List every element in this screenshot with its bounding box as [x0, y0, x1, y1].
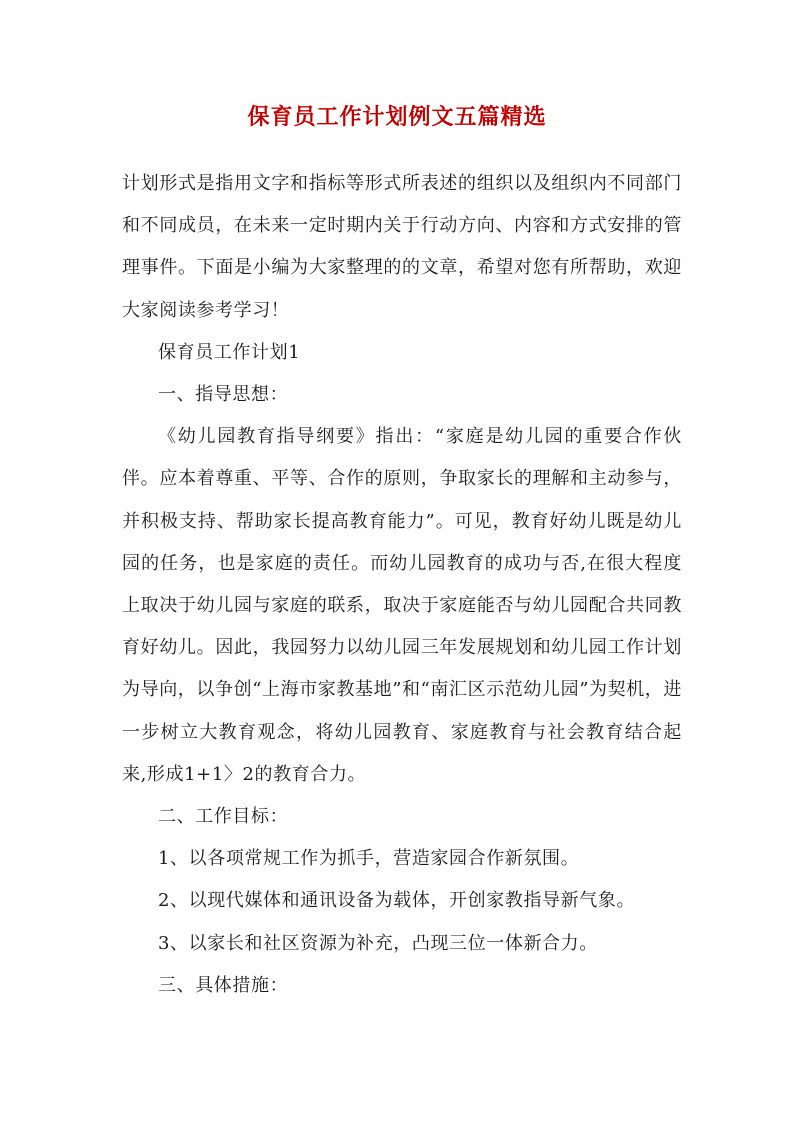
document-title: 保育员工作计划例文五篇精选 [247, 104, 547, 130]
goal-item-1: 1、以各项常规工作为抓手，营造家园合作新氛围。 [158, 848, 580, 870]
section-heading-guiding-ideology: 一、指导思想： [158, 384, 289, 406]
section-heading-plan-1: 保育员工作计划1 [158, 341, 301, 363]
guiding-ideology-paragraph: 《幼儿园教育指导纲要》指出：“家庭是幼儿园的重要合作伙伴。应本着尊重、平等、合作的原则，争取家长的理解和主动参与，并积极支持、帮助家长提高教育能力”。可见，教育好幼儿既是幼儿园的任务，也是家庭的责任。而幼儿园教育的成功与否,在很大程度上取决于幼儿园与家庭的联系，取决于家庭能否与幼儿园配合共同教育好幼儿。因此，我园努力以幼儿园三年发展规划和幼儿园工作计划为导向，以争创“上海市家教基地”和“南汇区示范幼儿园”为契机，进一步树立大教育观念，将幼儿园教育、家庭教育与社会教育结合起来,形成1+1〉2的教育合力。 [122, 426, 683, 785]
section-heading-specific-measures: 三、具体措施： [158, 974, 289, 996]
intro-paragraph: 计划形式是指用文字和指标等形式所表述的组织以及组织内不同部门和不同成员，在未来一定时期内关于行动方向、内容和方式安排的管理事件。下面是小编为大家整理的的文章，希望对您有所帮助，欢迎大家阅读参考学习！ [122, 173, 682, 321]
section-heading-work-goals: 二、工作目标： [158, 806, 289, 828]
goal-item-2: 2、以现代媒体和通讯设备为载体，开创家教指导新气象。 [158, 890, 636, 912]
goal-item-3: 3、以家长和社区资源为补充，凸现三位一体新合力。 [158, 932, 598, 954]
document-body [122, 163, 682, 1007]
